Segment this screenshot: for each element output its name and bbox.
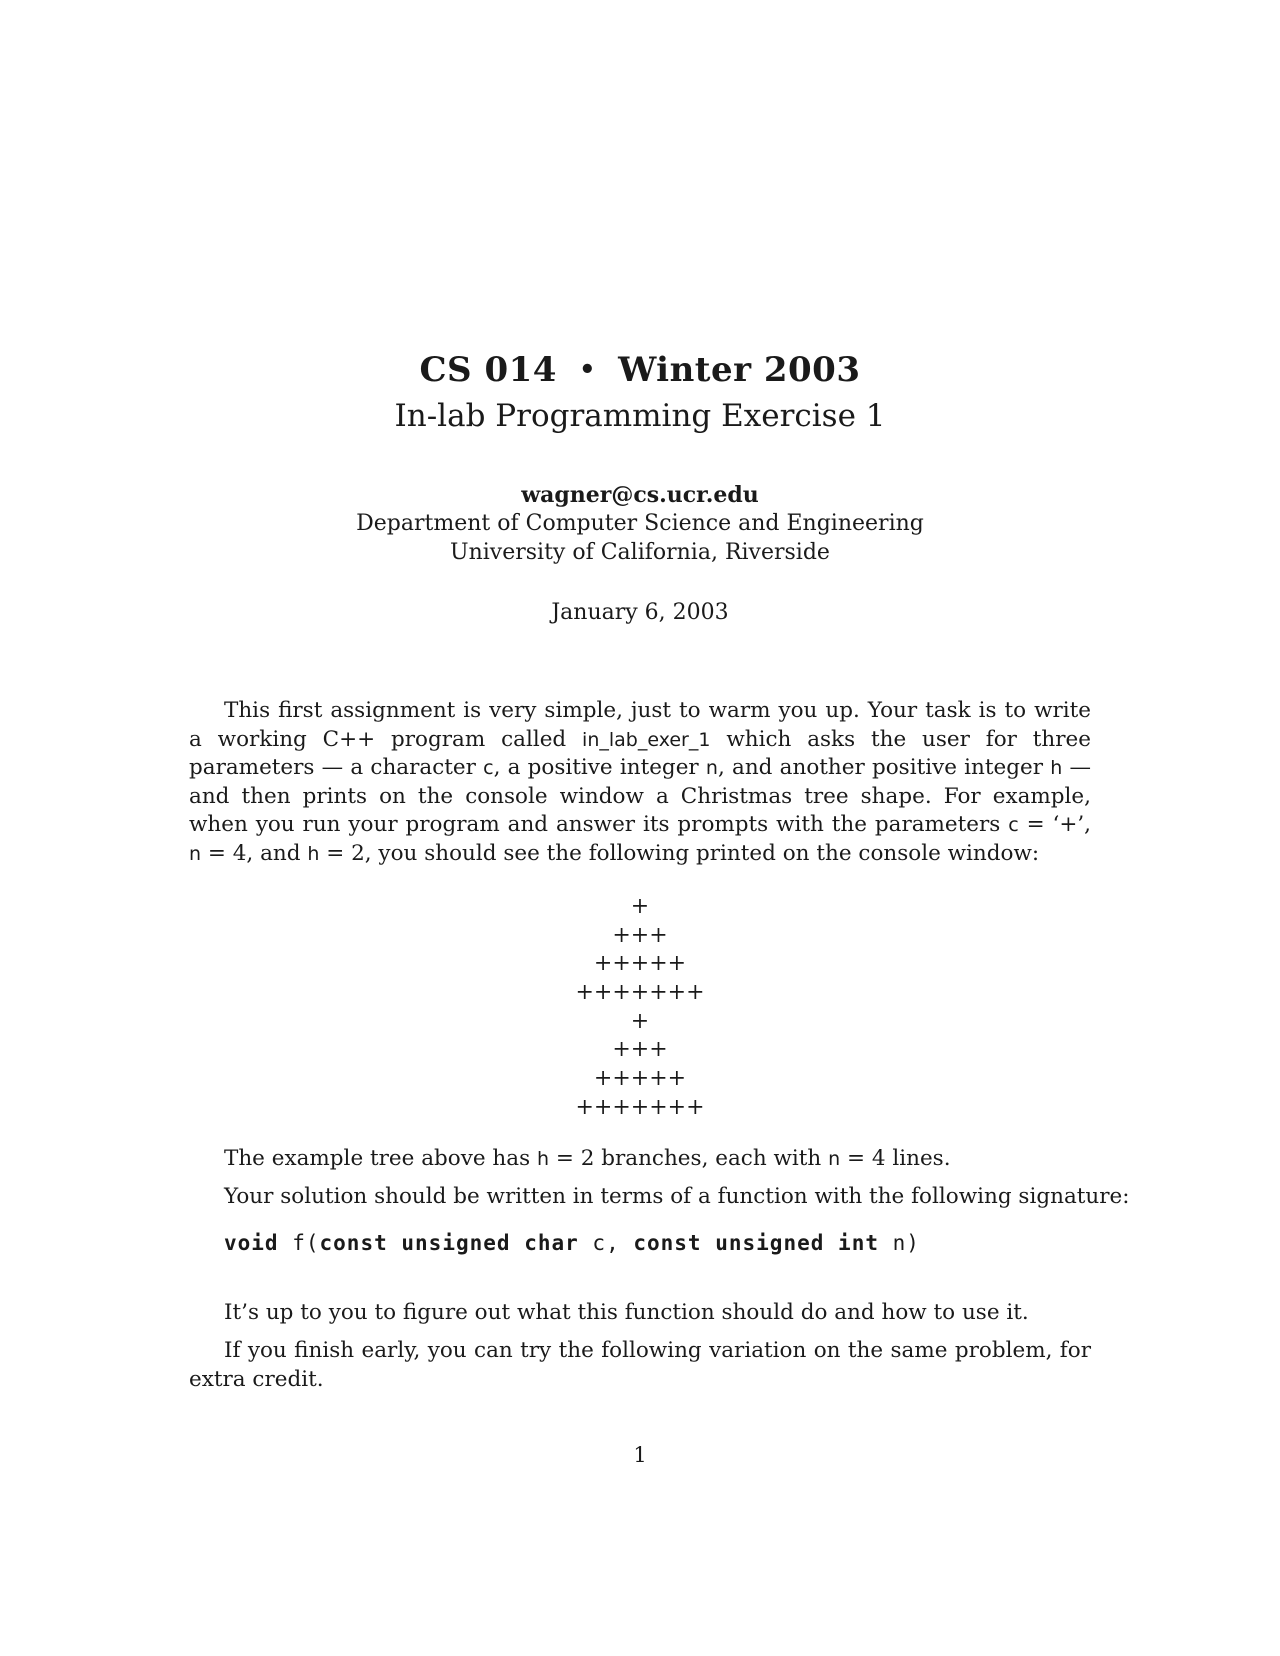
text-run: , a positive integer (493, 755, 706, 780)
text-run: = 4 lines. (840, 1146, 951, 1171)
param-h: h (1050, 757, 1063, 779)
tree-description (224, 1146, 951, 1171)
text-run: which asks the user for three parameters — a character (189, 726, 1092, 780)
program-name: in_lab_exer_1 (582, 728, 711, 751)
tree-line: +++ (612, 922, 668, 948)
param-n: n (189, 842, 202, 865)
code-text: f( (278, 1231, 320, 1255)
code-keyword: unsigned (401, 1231, 511, 1255)
function-hint: It’s up to you to figure out what this function should do and how to use it. (224, 1300, 1029, 1325)
title-bullet: • (578, 355, 597, 385)
param-h: h (307, 842, 320, 865)
signature-intro: Your solution should be written in terms of a function with the following signature: (224, 1184, 1130, 1209)
tree-line: +++++ (593, 1066, 687, 1092)
code-keyword: const (633, 1231, 702, 1255)
department: Department of Computer Science and Engineering (356, 511, 924, 536)
text-run: , and another positive integer (717, 755, 1051, 780)
document-subtitle: In-lab Programming Exercise 1 (394, 398, 886, 434)
document-date: January 6, 2003 (551, 600, 729, 625)
tree-line: + (630, 1008, 650, 1034)
param-h: h (536, 1148, 550, 1170)
param-n: n (828, 1148, 841, 1170)
course-code: CS 014 (419, 350, 557, 390)
text-run: = ‘+’, (1018, 812, 1092, 837)
text-run: — and then prints on the console window a Christmas tree shape. For example, when you run your program and answer its prompts with the parameters (189, 755, 1091, 837)
tree-line: + (630, 894, 650, 919)
code-text (702, 1231, 716, 1255)
param-n: n (705, 757, 718, 779)
code-text (511, 1231, 525, 1255)
tree-line: +++ (612, 1037, 668, 1063)
tree-line: +++++ (593, 951, 687, 977)
text-run: This first assignment is very simple, just to warm you up. Your task is to write a working C++ program called (189, 698, 1091, 752)
tree-line: +++++++ (575, 980, 705, 1006)
text-run: = 2, you should see the following printed on the console window: (319, 840, 1040, 866)
page-number: 1 (633, 1443, 647, 1467)
text-run: = 2 branches, each with (549, 1146, 829, 1171)
text-run: = 4, and (201, 840, 308, 866)
code-keyword: const (319, 1231, 388, 1255)
code-keyword: void (224, 1231, 279, 1255)
extra-credit-paragraph (189, 1337, 1091, 1394)
code-text (388, 1231, 402, 1255)
code-text: c, (578, 1231, 634, 1255)
tree-line: +++++++ (575, 1094, 705, 1120)
code-keyword: unsigned (715, 1231, 825, 1255)
author-email: wagner@cs.ucr.edu (521, 482, 759, 508)
param-c: c (483, 757, 494, 779)
intro-paragraph (189, 697, 1091, 868)
code-keyword: int (838, 1231, 879, 1255)
code-keyword: char (524, 1231, 579, 1255)
param-c: c (1008, 814, 1019, 836)
code-text: n) (878, 1231, 920, 1255)
code-text (824, 1231, 838, 1255)
university: University of California, Riverside (450, 540, 830, 565)
text-run: If you finish early, you can try the following variation on the same problem, for extra credit. (189, 1338, 1091, 1392)
term: Winter 2003 (618, 350, 861, 390)
function-signature (224, 1231, 920, 1255)
tree-example (0, 893, 1280, 1123)
document-title (0, 350, 1280, 390)
text-run: The example tree above has (224, 1146, 537, 1171)
